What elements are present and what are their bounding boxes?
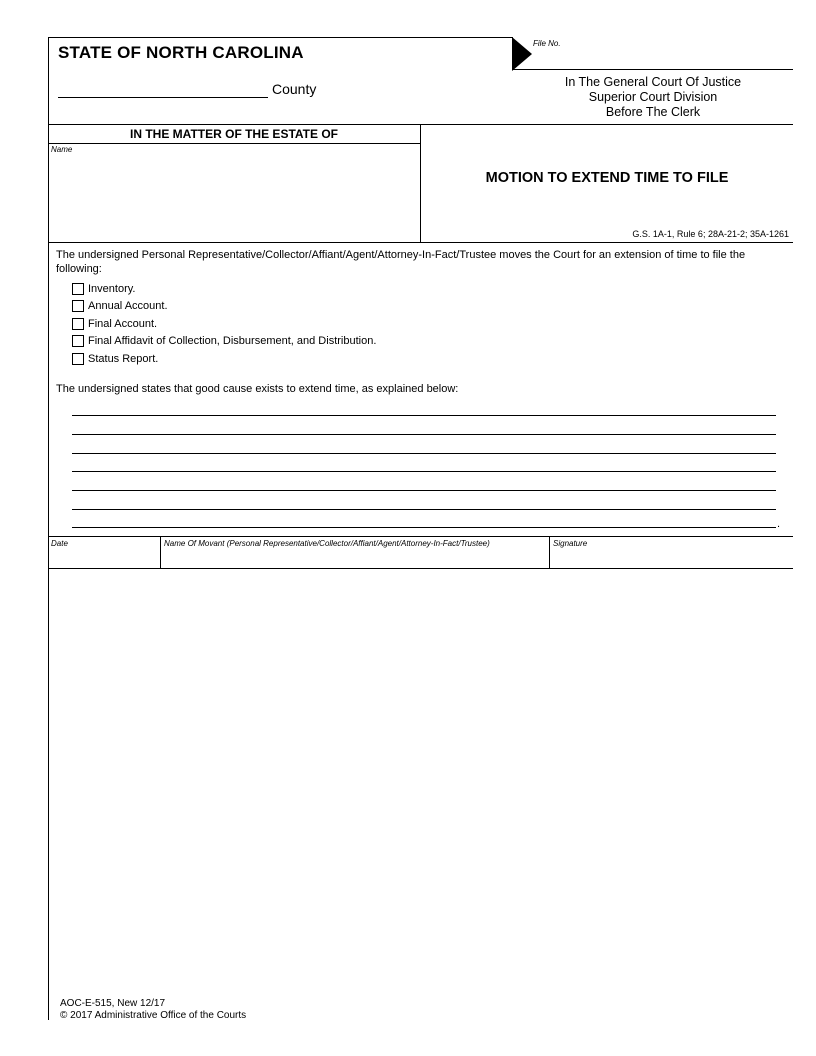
file-no-input-line[interactable] <box>512 69 793 70</box>
movant-name-field[interactable] <box>162 549 547 566</box>
movant-divider <box>549 536 550 568</box>
court-division-block <box>538 75 768 120</box>
explanation-line[interactable] <box>72 453 776 454</box>
checkbox-final-account[interactable] <box>72 318 84 330</box>
copyright: © 2017 Administrative Office of the Courts <box>60 1010 247 1021</box>
footer <box>60 998 246 1022</box>
signature-label: Signature <box>553 539 588 548</box>
motion-intro-text: The undersigned Personal Representative/Collector/Affiant/Agent/Attorney-In-Fact/Trustee moves the Court for an extension of time to file the following: <box>56 249 746 275</box>
left-border <box>48 37 49 1020</box>
file-no-label: File No. <box>533 39 561 48</box>
date-label: Date <box>51 539 68 548</box>
option-label-final-account: Final Account. <box>88 317 158 330</box>
estate-heading-underline <box>48 143 420 144</box>
checkbox-inventory[interactable] <box>72 283 84 295</box>
good-cause-text: The undersigned states that good cause exists to extend time, as explained below: <box>56 383 459 395</box>
form-id: AOC-E-515, New 12/17 <box>60 998 166 1009</box>
statutes-citation: G.S. 1A-1, Rule 6; 28A-21-2; 35A-1261 <box>632 229 789 239</box>
estate-name-field[interactable] <box>50 156 418 240</box>
option-label-status-report: Status Report. <box>88 352 159 365</box>
county-label: County <box>272 81 317 97</box>
date-divider <box>160 536 161 568</box>
court-line-2: Superior Court Division <box>588 90 718 104</box>
checkbox-final-affidavit[interactable] <box>72 335 84 347</box>
explanation-line[interactable] <box>72 471 776 472</box>
checkbox-annual-account[interactable] <box>72 300 84 312</box>
explanation-line[interactable] <box>72 509 776 510</box>
top-border <box>48 37 513 38</box>
movant-label: Name Of Movant (Personal Representative/Collector/Affiant/Agent/Attorney-In-Fact/Trustee) <box>164 539 490 548</box>
checkbox-status-report[interactable] <box>72 353 84 365</box>
explanation-period: . <box>777 518 781 530</box>
estate-heading: IN THE MATTER OF THE ESTATE OF <box>130 127 338 141</box>
signature-field[interactable] <box>551 549 791 566</box>
option-annual-account[interactable] <box>72 298 376 316</box>
explanation-line[interactable] <box>72 434 776 435</box>
court-line-1: In The General Court Of Justice <box>564 75 742 89</box>
county-input-line[interactable] <box>58 97 268 98</box>
option-status-report[interactable] <box>72 350 376 368</box>
date-field[interactable] <box>50 549 158 566</box>
option-inventory[interactable] <box>72 280 376 298</box>
filing-options-list <box>72 280 376 368</box>
option-final-account[interactable] <box>72 315 376 333</box>
option-label-inventory: Inventory. <box>88 282 136 295</box>
court-line-3: Before The Clerk <box>605 105 701 119</box>
arrow-marker-icon <box>512 37 532 71</box>
explanation-line[interactable] <box>72 527 776 528</box>
option-label-annual-account: Annual Account. <box>88 300 168 313</box>
name-label: Name <box>51 145 73 154</box>
signature-row-bottom-border <box>48 568 793 569</box>
estate-bottom-border <box>48 242 793 243</box>
option-label-final-affidavit: Final Affidavit of Collection, Disbursement, and Distribution. <box>88 335 377 348</box>
explanation-line[interactable] <box>72 415 776 416</box>
explanation-line[interactable] <box>72 490 776 491</box>
option-final-affidavit[interactable] <box>72 333 376 351</box>
motion-title: MOTION TO EXTEND TIME TO FILE <box>485 170 729 186</box>
state-title: STATE OF NORTH CAROLINA <box>58 43 304 62</box>
